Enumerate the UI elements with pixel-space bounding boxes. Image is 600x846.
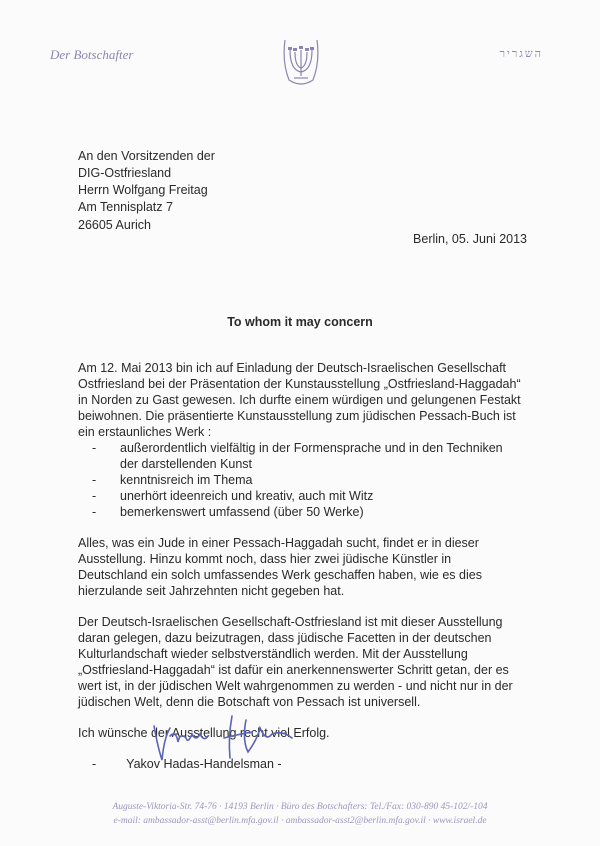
list-item xyxy=(78,504,523,520)
bullet-dash: - xyxy=(92,505,97,519)
list-item-text: kenntnisreich im Thema xyxy=(120,473,253,487)
list-item xyxy=(78,440,523,472)
letter-body xyxy=(78,360,523,756)
signer-dash: - xyxy=(277,757,282,771)
paragraph-closing: Ich wünsche der Ausstellung recht viel Erfolg. xyxy=(78,726,330,740)
bullet-dash: - xyxy=(92,473,97,487)
list-item-text: bemerkenswert umfassend (über 50 Werke) xyxy=(120,505,364,519)
paragraph-society: Der Deutsch-Israelischen Gesellschaft-Ostfriesland ist mit dieser Ausstellung daran gelegen, dazu beizutragen, dass jüdische Facetten in der deutschen Kulturlandschaft wieder selbstverständlich werden. Mit der Ausstellung „Ostfriesland-Haggadah“ ist dafür ein anerkennenswerter Schritt getan, der es wert ist, in der jüdischen Welt wahrgenommen zu werden - und nicht nur in der jüdischen Welt, denn die Botschaft von Pessach ist universell. xyxy=(78,615,513,709)
list-item xyxy=(78,472,523,488)
paragraph-intro: Am 12. Mai 2013 bin ich auf Einladung der Deutsch-Israelischen Gesellschaft Ostfriesland bei der Präsentation der Kunstausstellung „Ostfriesland-Haggadah“ in Norden zu Gast gewesen. Ich durfte einem würdigen und gelungenen Festakt beiwohnen. Die präsentierte Kunstausstellung zum jüdischen Pessach-Buch ist ein erstaunliches Werk : xyxy=(78,361,521,439)
recipient-line: DIG-Ostfriesland xyxy=(78,166,172,180)
letterhead-ambassador-title: Der Botschafter xyxy=(50,47,134,62)
recipient-line: Am Tennisplatz 7 xyxy=(78,200,173,214)
bullet-list xyxy=(78,440,523,520)
recipient-line: An den Vorsitzenden der xyxy=(78,149,215,163)
recipient-line: Herrn Wolfgang Freitag xyxy=(78,183,208,197)
signer-name-line xyxy=(92,757,282,771)
letterhead-hebrew-title: השגריר xyxy=(499,48,543,60)
list-item-text: außerordentlich vielfältig in der Formensprache und in den Techniken der darstellenden Kunst xyxy=(120,441,503,471)
menorah-emblem-icon xyxy=(279,36,323,88)
footer-address-line: Auguste-Viktoria-Str. 74-76 · 14193 Berlin · Büro des Botschafters: Tel./Fax: 030-890 45-102/-104 xyxy=(112,802,488,812)
list-item xyxy=(78,488,523,504)
signer-dash: - xyxy=(92,757,97,771)
recipient-city: 26605 Aurich xyxy=(78,218,151,232)
recipient-address xyxy=(78,148,215,216)
signer-name: Yakov Hadas-Handelsman xyxy=(126,757,274,771)
bullet-dash: - xyxy=(92,441,97,455)
list-item-text: unerhört ideenreich und kreativ, auch mit Witz xyxy=(120,489,374,503)
letter-date: Berlin, 05. Juni 2013 xyxy=(413,232,527,246)
subject-line: To whom it may concern xyxy=(227,315,373,329)
footer-email-line: e-mail: ambassador-asst@berlin.mfa.gov.il · ambassador-asst2@berlin.mfa.gov.il · www.israel.de xyxy=(113,816,487,826)
bullet-dash: - xyxy=(92,489,97,503)
letterhead-footer xyxy=(0,800,600,828)
paragraph-exhibition: Alles, was ein Jude in einer Pessach-Haggadah sucht, findet er in dieser Ausstellung. Hinzu kommt noch, dass hier zwei jüdische Künstler in Deutschland ein solch umfassendes Werk geschaffen haben, wie es dies hierzulande seit Jahrzehnten nicht gegeben hat. xyxy=(78,536,482,598)
